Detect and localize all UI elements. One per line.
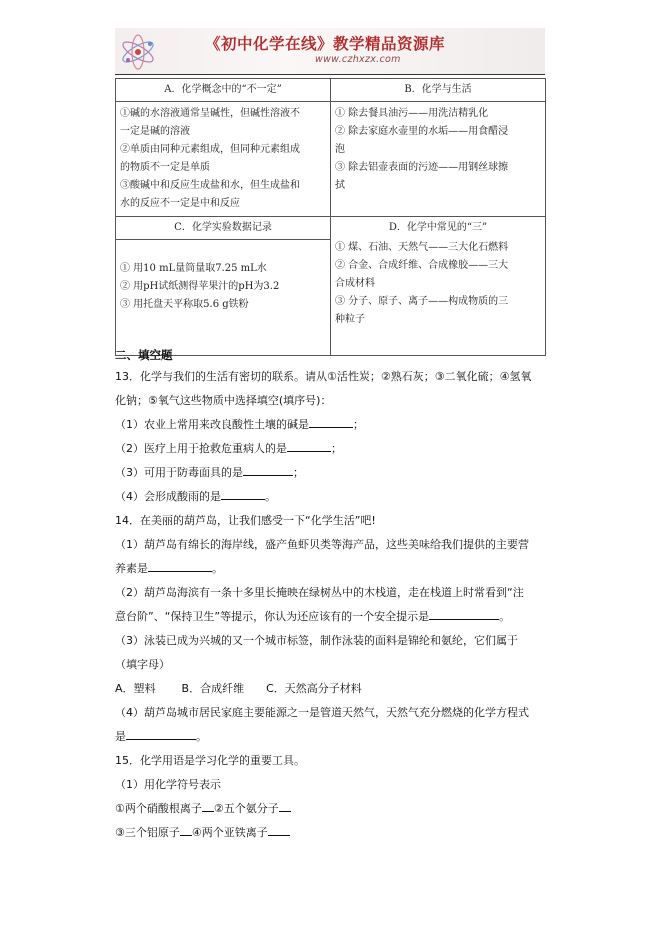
cell-b-head: B．化学与生活 [331, 79, 546, 102]
cell-d [331, 217, 546, 356]
q13-item-text: （3）可用于防毒面具的是 [115, 466, 243, 479]
header-divider [115, 74, 545, 75]
answer-blank[interactable] [221, 487, 265, 500]
q13-item [115, 461, 555, 485]
q14-p2-end: 。 [499, 610, 511, 623]
q15-stem: 15．化学用语是学习化学的重要工具。 [115, 754, 305, 767]
cell-c-line: ① 用10 mL量筒量取7.25 mL水 [120, 263, 267, 274]
q14-p4-text: 是 [115, 730, 126, 743]
q14-p2-text: 意台阶”、“保持卫生”等提示，你认为还应该有的一个安全提示是 [115, 610, 430, 623]
q13-item-end: 。 [265, 490, 276, 503]
answer-blank[interactable] [148, 559, 212, 572]
q13-item [115, 413, 555, 437]
banner-url: www.czhxzx.com [315, 54, 401, 65]
comparison-table [115, 78, 546, 356]
q15-line1 [115, 797, 555, 821]
q14-p4-end: 。 [196, 730, 207, 743]
q13-item [115, 485, 555, 509]
q13-stem: 13．化学与我们的生活有密切的联系。请从①活性炭；②熟石灰；③二氧化硫；④氢氧 [115, 370, 532, 383]
cell-a-line: ①碱的水溶液通常呈碱性，但碱性溶液不 [120, 108, 300, 119]
cell-d-line: ② 合金、合成纤维、合成橡胶——三大 [335, 260, 509, 271]
banner-title: 《初中化学在线》教学精品资源库 [205, 34, 446, 53]
cell-a-line: 一定是碱的溶液 [120, 126, 190, 137]
option-a: A．塑料 [115, 682, 156, 695]
q13-item-end: ； [293, 466, 304, 479]
q13-item-text: （1）农业上常用来改良酸性土壤的碱是 [115, 418, 309, 431]
cell-b-line: ① 除去餐具油污——用洗洁精乳化 [335, 108, 489, 119]
answer-blank[interactable] [126, 727, 196, 740]
answer-blank[interactable] [279, 799, 291, 812]
cell-b-line: 泡 [335, 144, 345, 155]
q14-options [115, 677, 555, 701]
q13-item-text: （4）会形成酸雨的是 [115, 490, 221, 503]
cell-b-line: 拭 [335, 180, 345, 191]
cell-b-line: ③ 除去铝壶表面的污迹——用钢丝球擦 [335, 162, 509, 173]
cell-d-line: ① 煤、石油、天然气——三大化石燃料 [335, 242, 509, 253]
cell-d-line: ③ 分子、原子、离子——构成物质的三 [335, 296, 509, 307]
q15-l2b: ④两个亚铁离子 [191, 826, 268, 839]
cell-d-line: 合成材料 [335, 278, 375, 289]
q14-p3: （3）泳装已成为兴城的又一个城市标签，制作泳装的面料是锦纶和氨纶，它们属于 [115, 634, 518, 647]
answer-blank[interactable] [429, 607, 499, 620]
option-b: B．合成纤维 [181, 682, 245, 695]
cell-b-body [331, 102, 546, 217]
atom-logo-icon [118, 32, 158, 72]
q14-stem: 14．在美丽的葫芦岛，让我们感受一下“化学生活”吧! [115, 514, 376, 527]
cell-b-line: ② 除去家庭水壶里的水垢——用食醋浸 [335, 126, 509, 137]
answer-blank[interactable] [287, 439, 331, 452]
cell-d-line: 种粒子 [335, 314, 365, 325]
q14-p2-cont [115, 605, 555, 629]
answer-blank[interactable] [268, 823, 290, 836]
q15-l1a: ①两个硝酸根离子 [115, 802, 202, 815]
q15-l1b: ②五个氨分子 [213, 802, 279, 815]
q15-l2a: ③三个铝原子 [115, 826, 180, 839]
q15-line2 [115, 821, 555, 845]
cell-a-line: ③酸碱中和反应生成盐和水，但生成盐和 [120, 180, 300, 191]
answer-blank[interactable] [202, 799, 214, 812]
cell-a-line: ②单质由同种元素组成，但同种元素组成 [120, 144, 300, 155]
q14-p1-text: 养素是 [115, 562, 148, 575]
cell-c-line: ② 用pH试纸测得苹果汁的pH为3.2 [120, 281, 280, 292]
cell-c-body [116, 240, 331, 356]
q13-item-end: ； [331, 442, 342, 455]
q14-p1-end: 。 [212, 562, 223, 575]
q13-item-end: ； [353, 418, 364, 431]
q13-item-text: （2）医疗上用于抢救危重病人的是 [115, 442, 287, 455]
answer-blank[interactable] [309, 415, 353, 428]
section-title: 二、填空题 [115, 348, 173, 362]
q15-sub1: （1）用化学符号表示 [115, 778, 221, 791]
cell-d-head: D．化学中常见的“三” [388, 222, 488, 233]
q14-p4-cont [115, 725, 555, 749]
q13-item [115, 437, 555, 461]
q14-p4: （4）葫芦岛城市居民家庭主要能源之一是管道天然气，天然气充分燃烧的化学方程式 [115, 706, 529, 719]
q14-p1-cont [115, 557, 555, 581]
cell-a-line: 的物质不一定是单质 [120, 162, 210, 173]
fill-in-section [115, 345, 555, 845]
answer-blank[interactable] [243, 463, 293, 476]
q14-p1: （1）葫芦岛有绵长的海岸线，盛产鱼虾贝类等海产品，这些美味给我们提供的主要营 [115, 538, 529, 551]
cell-a-line: 水的反应不一定是中和反应 [120, 198, 240, 209]
cell-a-head: A．化学概念中的“不一定” [116, 79, 331, 102]
option-c: C．天然高分子材料 [266, 682, 362, 695]
cell-c-line: ③ 用托盘天平称取5.6 g铁粉 [120, 299, 249, 310]
q14-p3-cont: （填字母） [115, 658, 170, 671]
q13-stem: 化钠；⑤氧气这些物质中选择填空(填序号)： [115, 394, 332, 407]
q14-p2: （2）葫芦岛海滨有一条十多里长掩映在绿树丛中的木栈道，走在栈道上时常看到“注 [115, 586, 524, 599]
cell-a-body [116, 102, 331, 217]
cell-c-head: C．化学实验数据记录 [116, 217, 331, 240]
answer-blank[interactable] [180, 823, 192, 836]
